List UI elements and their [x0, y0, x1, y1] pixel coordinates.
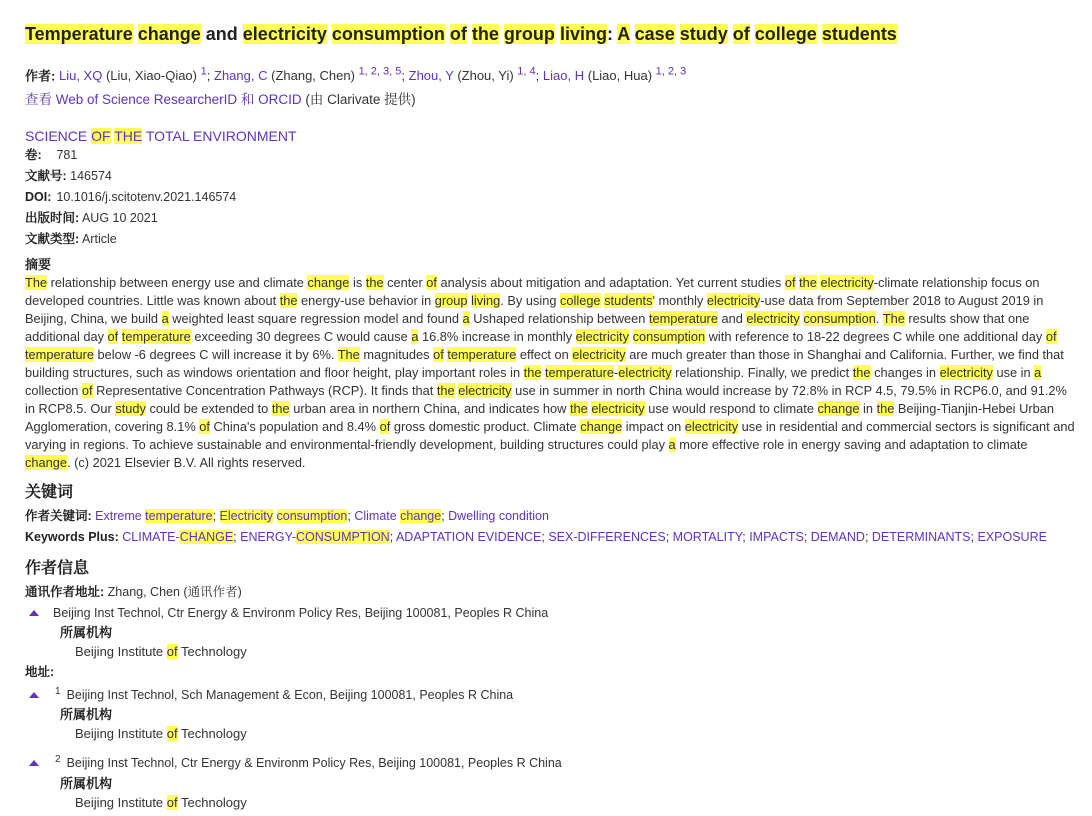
- highlight: students: [604, 293, 653, 309]
- author-link[interactable]: Liao, H: [542, 68, 585, 84]
- highlight: electricity: [618, 365, 672, 381]
- title-word: change: [137, 24, 201, 44]
- author-affiliation-numbers[interactable]: 1, 4: [517, 66, 536, 78]
- highlight: a: [161, 311, 169, 327]
- author-fullname: (Zhou, Yi): [457, 68, 514, 84]
- title-word: A: [617, 24, 630, 44]
- keyword-plus-link[interactable]: SEX-DIFFERENCES: [548, 530, 666, 545]
- corresponding-author-row: [25, 582, 1085, 603]
- article-no-row: [25, 166, 1085, 187]
- doi-value: 10.1016/j.scitotenv.2021.146574: [56, 190, 237, 205]
- highlight: CHANGE: [179, 530, 234, 545]
- title-word: of: [449, 24, 467, 44]
- volume-row: [25, 145, 1085, 166]
- author-keywords-label: 作者关键词:: [25, 509, 92, 524]
- keyword-plus-link[interactable]: CLIMATE-CHANGE: [122, 530, 234, 545]
- author-info-heading: 作者信息: [25, 560, 90, 578]
- doi-row: [25, 187, 1085, 208]
- highlight: electricity: [591, 401, 645, 417]
- highlight: electricity: [684, 419, 739, 435]
- abstract-heading: 摘要: [25, 257, 52, 273]
- corresponding-address: Beijing Inst Technol, Ctr Energy & Environm Policy Res, Beijing 100081, Peoples R China: [53, 606, 549, 621]
- pub-date-row: [25, 208, 1085, 229]
- highlight: electricity: [458, 383, 512, 399]
- highlight: the: [799, 275, 817, 291]
- title-word: students: [821, 24, 897, 44]
- address-text: Beijing Inst Technol, Ctr Energy & Environm Policy Res, Beijing 100081, Peoples R China: [66, 756, 562, 771]
- author-fullname: (Liu, Xiao-Qiao): [105, 68, 197, 84]
- doc-type-label: 文献类型:: [25, 232, 80, 247]
- highlight: The: [25, 275, 48, 291]
- keywords-plus-row: [25, 527, 1085, 548]
- highlight: The: [337, 347, 360, 363]
- journal-highlight: OF: [91, 128, 111, 145]
- highlight: of: [107, 329, 119, 345]
- author-affiliation-numbers[interactable]: 1, 2, 3: [655, 66, 687, 78]
- highlight: of: [166, 726, 178, 742]
- highlight: the: [852, 365, 871, 381]
- highlight: a: [462, 311, 470, 327]
- author-affiliation-numbers[interactable]: 1, 2, 3, 5: [358, 66, 402, 78]
- title-word: Temperature: [25, 24, 133, 44]
- highlight: living: [471, 293, 501, 309]
- title-word: of: [732, 24, 750, 44]
- title-word: study: [679, 24, 728, 44]
- org-name: Beijing Institute of Technology: [75, 794, 247, 810]
- org-name: Beijing Institute of Technology: [75, 644, 247, 660]
- address-number: 2: [55, 754, 61, 766]
- keywords-heading: 关键词: [25, 484, 74, 502]
- doc-type-value: Article: [81, 232, 117, 247]
- article-no-value: 146574: [70, 169, 112, 184]
- highlight: temperature: [121, 329, 191, 345]
- author-affiliation-numbers[interactable]: 1: [200, 66, 207, 78]
- keyword-plus-link[interactable]: DETERMINANTS: [871, 530, 971, 545]
- keyword-plus-link[interactable]: ENERGY-CONSUMPTION: [240, 530, 390, 545]
- title-word: group: [503, 24, 555, 44]
- highlight: of: [166, 644, 178, 660]
- highlight: of: [379, 419, 391, 435]
- title-word: and: [205, 24, 238, 44]
- highlight: consumption: [276, 509, 348, 524]
- highlight: a: [668, 437, 676, 453]
- journal-highlight: THE: [114, 128, 143, 145]
- highlight: of: [166, 794, 178, 810]
- highlight: The: [882, 311, 905, 327]
- highlight: the: [279, 293, 298, 309]
- researcher-id-suffix: (由 Clarivate 提供): [305, 92, 416, 108]
- researcher-id-link[interactable]: 查看 Web of Science ResearcherID 和 ORCID: [25, 92, 302, 108]
- keywords-plus-list: CLIMATE-CHANGE; ENERGY-CONSUMPTION; ADAPTATION EVIDENCE; SEX-DIFFERENCES; MORTALITY; IMPACTS; DEMAND; DETERMINANTS; EXPOSURE: [122, 530, 1047, 545]
- title-word: college: [754, 24, 817, 44]
- metadata-block: [25, 145, 1085, 250]
- org-heading: 所属机构: [60, 707, 113, 723]
- highlight: of: [433, 347, 444, 363]
- corresponding-author-label: 通讯作者地址:: [25, 585, 105, 600]
- collapse-triangle-icon[interactable]: [29, 760, 39, 766]
- highlight: the: [271, 401, 290, 417]
- doc-type-row: [25, 229, 1085, 250]
- keyword-plus-link[interactable]: MORTALITY: [672, 530, 743, 545]
- highlight: college: [560, 293, 601, 309]
- highlight: the: [436, 383, 455, 399]
- collapse-triangle-icon[interactable]: [29, 610, 39, 616]
- pub-date-value: AUG 10 2021: [81, 211, 158, 226]
- corresponding-address-row[interactable]: [25, 603, 1085, 623]
- highlight: a: [411, 329, 419, 345]
- highlight: change: [817, 401, 860, 417]
- author-fullname: (Liao, Hua): [587, 68, 653, 84]
- highlight: of: [426, 275, 437, 291]
- highlight: CONSUMPTION: [295, 530, 390, 545]
- abstract-text: The relationship between energy use and climate change is the center of analysis about mitigation and adaptation. Yet current studies of the electricity-climate relationship focus on developed countries. Little was known about the energy-use behavior in group living. By using college students' monthly electricity-use data from September 2018 to August 2019 in Beijing, China, we build a weighted least square regression model and found a Ushaped relationship between temperature and electricity consumption. The results show that one additional day of temperature exceeding 30 degrees C would cause a 16.8% increase in monthly electricity consumption with reference to 18-22 degrees C while one additional day of temperature below -6 degrees C will increase it by 6%. The magnitudes of temperature effect on electricity are much greater than those in Shanghai and California. Further, we find that building structures, such as windows orientation and floor height, play important roles in the temperature-electricity relationship. Finally, we predict the changes in electricity use in a collection of Representative Concentration Pathways (RCP). It finds that the electricity use in summer in north China would increase by 72.8% in RCP 4.5, 79.5% in RCP6.0, and 91.2% in RCP8.5. Our study could be extended to the urban area in northern China, and indicates how the electricity use would respond to climate change in the Beijing-Tianjin-Hebei Urban Agglomeration, covering 8.1% of China's population and 8.4% of gross domestic product. Climate change impact on electricity use in residential and commercial sectors is significant and varying in regions. To achieve sustainable and environmental-friendly development, building structures could play a more effective role in energy saving and adaptation to climate change. (c) 2021 Elsevier B.V. All rights reserved.: [25, 275, 1075, 471]
- author-keyword-link[interactable]: Climate change: [354, 509, 442, 524]
- keywords-plus-label: Keywords Plus:: [25, 530, 119, 545]
- keyword-plus-link[interactable]: ADAPTATION EVIDENCE: [395, 530, 542, 545]
- org-heading: 所属机构: [60, 775, 113, 791]
- highlight: of: [784, 275, 796, 291]
- highlight: electricity: [706, 293, 761, 309]
- author-link[interactable]: Zhou, Y: [408, 68, 454, 84]
- highlight: electricity: [572, 347, 626, 363]
- address-row[interactable]: [25, 750, 1085, 773]
- corresponding-author-suffix: (通讯作者): [183, 585, 242, 600]
- doi-label: DOI:: [25, 190, 52, 205]
- highlight: group: [434, 293, 468, 309]
- article-no-label: 文献号:: [25, 169, 67, 184]
- highlight: a: [1034, 365, 1042, 381]
- highlight: of: [81, 383, 93, 399]
- highlight: electricity: [820, 275, 874, 291]
- authors-list: Liu, XQ (Liu, Xiao-Qiao) $^1$; Zhang, C (Zhang, Chen) $^{1, 2, 3, 5}$; Zhou, Y (Zhou, Yi) $^{1, 4}$; Liao, H (Liao, Hua) $^{1, 2, 3}$: [58, 66, 687, 84]
- journal-part: TOTAL ENVIRONMENT: [142, 128, 297, 145]
- title-word: the: [471, 24, 499, 44]
- title-word: case: [634, 24, 675, 44]
- keyword-plus-link[interactable]: IMPACTS: [749, 530, 804, 545]
- highlight: temperature: [648, 311, 718, 327]
- highlight: of: [1045, 329, 1057, 345]
- keyword-plus-link[interactable]: DEMAND: [810, 530, 865, 545]
- volume-label: 卷:: [25, 148, 42, 163]
- title-word: electricity: [242, 24, 327, 44]
- highlight: electricity: [939, 365, 993, 381]
- author-keywords-row: [25, 506, 1085, 527]
- highlight: study: [115, 401, 146, 417]
- corresponding-author-name: Zhang, Chen: [107, 585, 180, 600]
- highlight: of: [199, 419, 210, 435]
- pub-date-label: 出版时间:: [25, 211, 80, 226]
- highlight: electricity: [746, 311, 800, 327]
- highlight: change: [580, 419, 623, 435]
- author-keyword-link[interactable]: Dwelling condition: [448, 509, 549, 524]
- highlight: the: [876, 401, 895, 417]
- collapse-triangle-icon[interactable]: [29, 692, 39, 698]
- title-word: living: [559, 24, 607, 44]
- address-label: 地址:: [25, 665, 55, 680]
- highlight: temperature: [145, 509, 213, 524]
- highlight: temperature: [545, 365, 614, 381]
- keyword-plus-link[interactable]: EXPOSURE: [977, 530, 1047, 545]
- author-keyword-link[interactable]: Extreme temperature: [95, 509, 213, 524]
- title-word: :: [606, 24, 613, 44]
- title-word: consumption: [331, 24, 445, 44]
- highlight: change: [307, 275, 350, 291]
- highlight: the: [569, 401, 588, 417]
- researcher-id-line: [25, 91, 1085, 109]
- highlight: change: [400, 509, 442, 524]
- highlight: electricity: [575, 329, 629, 345]
- address-row[interactable]: [25, 682, 1085, 705]
- highlight: temperature: [25, 347, 94, 363]
- journal-link[interactable]: [25, 128, 297, 144]
- highlight: consumption: [803, 311, 876, 327]
- author-link[interactable]: Liu, XQ: [58, 68, 103, 84]
- author-fullname: (Zhang, Chen): [271, 68, 355, 84]
- highlight: Electricity: [219, 509, 274, 524]
- highlight: change: [25, 455, 67, 471]
- address-number: 1: [55, 686, 61, 698]
- authors-label: 作者:: [25, 68, 56, 84]
- page-title: [25, 22, 1085, 46]
- highlight: temperature: [447, 347, 517, 363]
- address-list: [25, 682, 1085, 812]
- authors-line: [25, 63, 1085, 85]
- journal-title[interactable]: [25, 127, 1085, 145]
- org-heading: 所属机构: [60, 625, 113, 641]
- org-name: Beijing Institute of Technology: [75, 726, 247, 742]
- highlight: the: [523, 365, 542, 381]
- highlight: consumption: [632, 329, 706, 345]
- author-keyword-link[interactable]: [220, 509, 348, 523]
- address-text: Beijing Inst Technol, Sch Management & Econ, Beijing 100081, Peoples R China: [66, 688, 514, 703]
- author-link[interactable]: Zhang, C: [214, 68, 268, 84]
- volume-value: 781: [56, 148, 78, 163]
- author-keywords-list: Extreme temperature; Electricity consumption; Climate change; Dwelling condition: [95, 509, 549, 524]
- highlight: the: [365, 275, 384, 291]
- journal-part: SCIENCE: [25, 128, 92, 145]
